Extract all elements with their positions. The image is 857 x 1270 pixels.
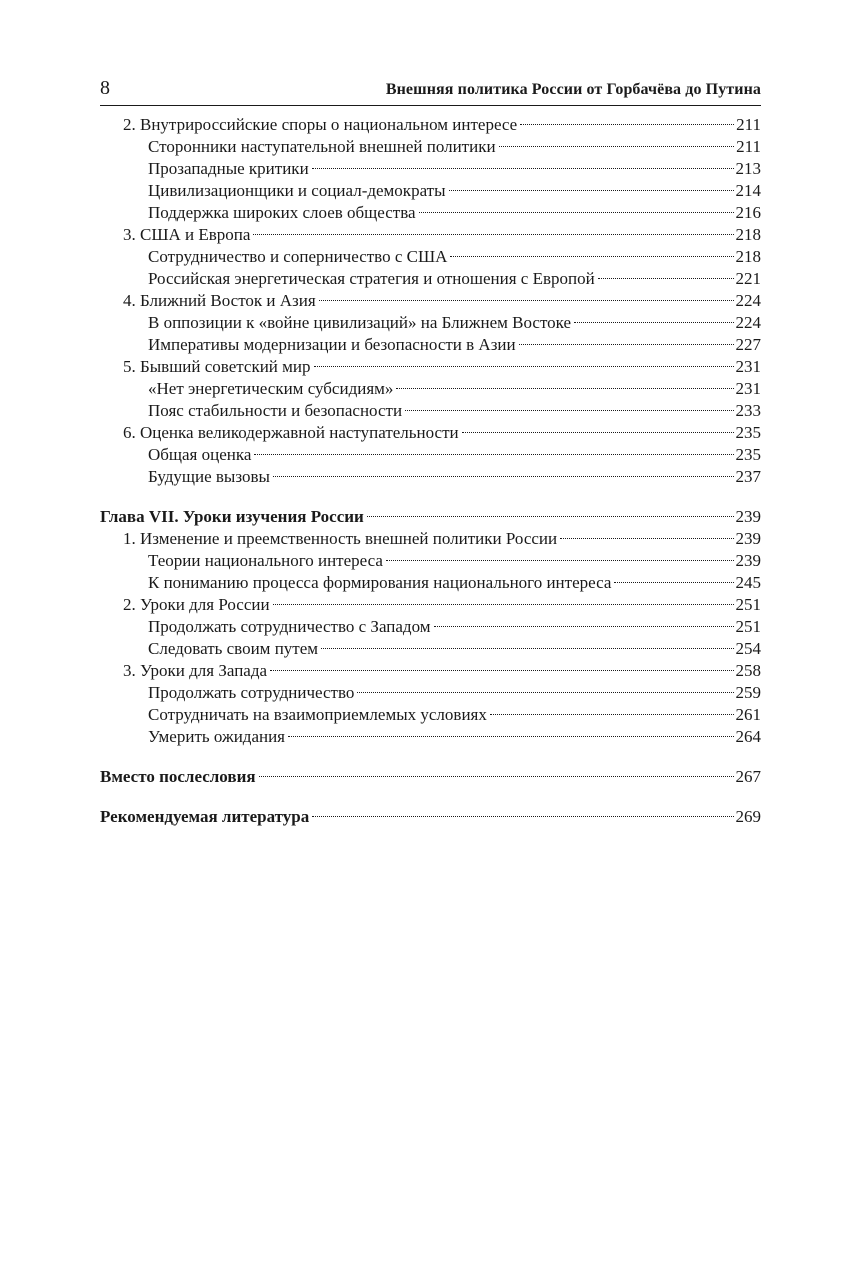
toc-entry[interactable] <box>100 356 761 378</box>
spacer <box>100 748 761 766</box>
toc-entry-title: 2. Уроки для России <box>123 595 270 614</box>
page-number: 8 <box>100 77 110 99</box>
toc-entry-page: 221 <box>735 269 761 288</box>
toc-entry-page: 227 <box>735 335 761 354</box>
toc-entry-title: «Нет энергетическим субсидиям» <box>148 379 394 398</box>
toc-entry[interactable] <box>100 268 761 290</box>
dot-leader <box>462 432 734 433</box>
toc-entry-page: 261 <box>735 705 761 724</box>
toc-entry[interactable] <box>100 400 761 422</box>
toc-entry-page: 235 <box>735 423 761 442</box>
dot-leader <box>288 736 733 737</box>
dot-leader <box>321 648 733 649</box>
toc-entry-title: Теории национального интереса <box>148 551 383 570</box>
toc-block-chapter-7 <box>100 506 761 748</box>
spacer <box>100 488 761 506</box>
toc-entry-page: 213 <box>735 159 761 178</box>
toc-entry[interactable] <box>100 136 761 158</box>
toc-entry-page: 239 <box>735 551 761 570</box>
dot-leader <box>254 454 733 455</box>
toc-entry-title: Глава VII. Уроки изучения России <box>100 507 364 526</box>
toc-entry[interactable] <box>100 158 761 180</box>
running-title: Внешняя политика России от Горбачёва до Путина <box>385 81 761 98</box>
toc-entry[interactable] <box>100 726 761 748</box>
toc-entry-title: Российская энергетическая стратегия и отношения с Европой <box>148 269 595 288</box>
toc-entry-title: Императивы модернизации и безопасности в Азии <box>148 335 516 354</box>
toc-entry[interactable] <box>100 766 761 788</box>
toc-entry-title: 3. США и Европа <box>123 225 251 244</box>
toc-entry-title: 5. Бывший советский мир <box>123 357 311 376</box>
toc-entry-page: 218 <box>735 247 761 266</box>
toc-entry[interactable] <box>100 466 761 488</box>
dot-leader <box>312 168 734 169</box>
toc-entry-title: Умерить ожидания <box>148 727 286 746</box>
toc-entry-page: 254 <box>735 639 761 658</box>
toc-entry-page: 214 <box>735 181 761 200</box>
toc-entry[interactable] <box>100 528 761 550</box>
toc-block-afterword <box>100 766 761 788</box>
spacer <box>100 788 761 806</box>
toc-entry-page: 231 <box>735 357 761 376</box>
toc-entry[interactable] <box>100 422 761 444</box>
toc-entry-title: Продолжать сотрудничество с Западом <box>148 617 431 636</box>
table-of-contents <box>100 114 761 828</box>
toc-entry[interactable] <box>100 572 761 594</box>
toc-entry-page: 211 <box>736 137 761 156</box>
toc-entry-title: 3. Уроки для Запада <box>123 661 268 680</box>
dot-leader <box>396 388 733 389</box>
dot-leader <box>519 344 734 345</box>
toc-entry-page: 269 <box>735 807 761 826</box>
dot-leader <box>574 322 733 323</box>
toc-entry-title: Будущие вызовы <box>148 467 270 486</box>
toc-entry-page: 216 <box>735 203 761 222</box>
toc-entry-page: 267 <box>735 767 761 786</box>
page-header <box>100 77 761 100</box>
dot-leader <box>499 146 735 147</box>
toc-entry-title: Сотрудничество и соперничество с США <box>148 247 448 266</box>
toc-entry[interactable] <box>100 806 761 828</box>
toc-entry[interactable] <box>100 704 761 726</box>
toc-entry-title: В оппозиции к «войне цивилизаций» на Ближнем Востоке <box>148 313 572 332</box>
toc-entry-title: Общая оценка <box>148 445 252 464</box>
toc-entry[interactable] <box>100 550 761 572</box>
dot-leader <box>367 516 734 517</box>
toc-entry-title: 4. Ближний Восток и Азия <box>123 291 316 310</box>
toc-entry-title: Пояс стабильности и безопасности <box>148 401 403 420</box>
toc-entry[interactable] <box>100 334 761 356</box>
dot-leader <box>560 538 733 539</box>
toc-entry[interactable] <box>100 682 761 704</box>
toc-entry[interactable] <box>100 444 761 466</box>
toc-entry-title: К пониманию процесса формирования национального интереса <box>148 573 612 592</box>
dot-leader <box>520 124 734 125</box>
dot-leader <box>273 604 734 605</box>
dot-leader <box>434 626 734 627</box>
toc-block-sections <box>100 114 761 488</box>
dot-leader <box>405 410 733 411</box>
toc-entry-page: 235 <box>735 445 761 464</box>
toc-entry-title: Сторонники наступательной внешней политики <box>148 137 496 156</box>
toc-block-literature <box>100 806 761 828</box>
toc-entry-title: Цивилизационщики и социал-демократы <box>148 181 446 200</box>
toc-entry[interactable] <box>100 202 761 224</box>
toc-entry-page: 251 <box>735 595 761 614</box>
dot-leader <box>614 582 733 583</box>
toc-entry-title: Продолжать сотрудничество <box>148 683 355 702</box>
toc-entry[interactable] <box>100 312 761 334</box>
toc-entry[interactable] <box>100 180 761 202</box>
toc-entry[interactable] <box>100 224 761 246</box>
toc-entry-page: 259 <box>735 683 761 702</box>
toc-entry-page: 224 <box>735 291 761 310</box>
toc-entry-page: 264 <box>735 727 761 746</box>
toc-entry[interactable] <box>100 290 761 312</box>
toc-entry-title: Сотрудничать на взаимоприемлемых условиях <box>148 705 487 724</box>
toc-entry-page: 237 <box>735 467 761 486</box>
toc-entry-title: Прозападные критики <box>148 159 309 178</box>
toc-entry-page: 211 <box>736 115 761 134</box>
toc-entry-title: 2. Внутрироссийские споры о национальном интересе <box>123 115 518 134</box>
toc-entry[interactable] <box>100 616 761 638</box>
dot-leader <box>490 714 734 715</box>
dot-leader <box>259 776 734 777</box>
dot-leader <box>449 190 734 191</box>
toc-entry-page: 233 <box>735 401 761 420</box>
toc-entry-title: 1. Изменение и преемственность внешней политики России <box>123 529 558 548</box>
toc-entry-title: Следовать своим путем <box>148 639 319 658</box>
dot-leader <box>419 212 734 213</box>
toc-entry[interactable] <box>100 246 761 268</box>
toc-entry[interactable] <box>100 594 761 616</box>
toc-entry[interactable] <box>100 638 761 660</box>
toc-entry-page: 239 <box>735 507 761 526</box>
dot-leader <box>273 476 734 477</box>
toc-entry-page: 258 <box>735 661 761 680</box>
toc-entry-page: 231 <box>735 379 761 398</box>
header-rule <box>100 105 761 106</box>
toc-entry-page: 251 <box>735 617 761 636</box>
toc-entry-page: 245 <box>735 573 761 592</box>
toc-entry[interactable] <box>100 114 761 136</box>
toc-entry-title: Рекомендуемая литература <box>100 807 310 826</box>
dot-leader <box>253 234 733 235</box>
toc-entry-page: 239 <box>735 529 761 548</box>
dot-leader <box>270 670 733 671</box>
dot-leader <box>386 560 734 561</box>
toc-entry-page: 218 <box>735 225 761 244</box>
dot-leader <box>314 366 734 367</box>
toc-entry[interactable] <box>100 506 761 528</box>
toc-entry[interactable] <box>100 660 761 682</box>
dot-leader <box>598 278 734 279</box>
dot-leader <box>450 256 733 257</box>
toc-entry-title: Вместо послесловия <box>100 767 256 786</box>
dot-leader <box>312 816 733 817</box>
toc-entry-page: 224 <box>735 313 761 332</box>
toc-entry[interactable] <box>100 378 761 400</box>
toc-entry-title: 6. Оценка великодержавной наступательности <box>123 423 459 442</box>
toc-entry-title: Поддержка широких слоев общества <box>148 203 416 222</box>
dot-leader <box>357 692 733 693</box>
dot-leader <box>319 300 734 301</box>
